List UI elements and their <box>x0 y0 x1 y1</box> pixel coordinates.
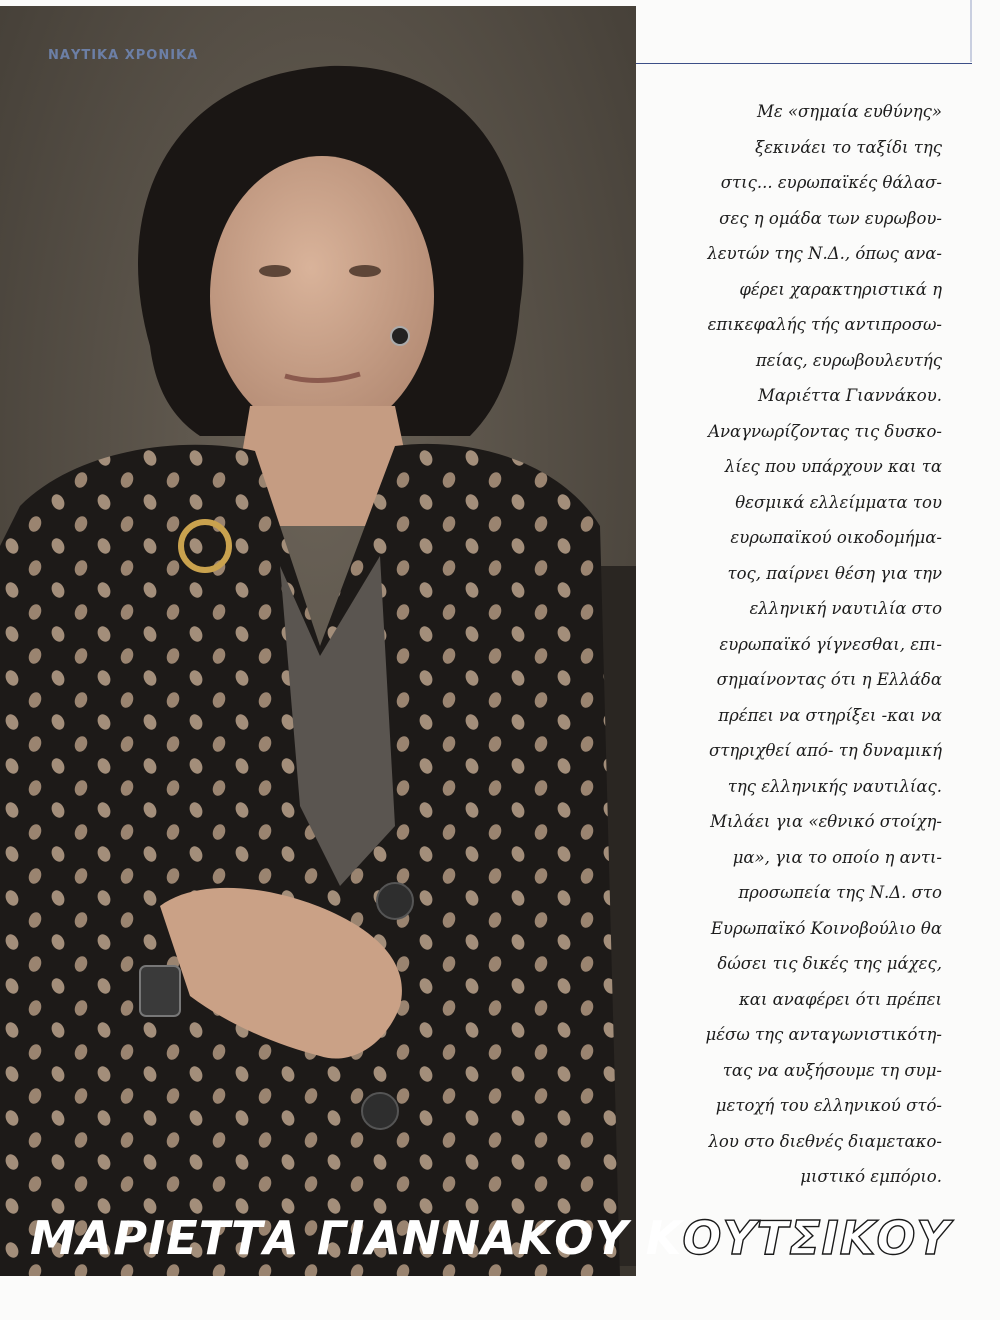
article-line: μέσω της ανταγωνιστικότη- <box>705 1025 942 1044</box>
article-line: φέρει χαρακτηριστικά η <box>739 279 942 299</box>
article-line: λου στο διεθνές διαμετακο- <box>708 1131 942 1151</box>
article-line: μα», για το οποίο η αντι- <box>732 847 942 867</box>
header-rule <box>636 63 972 64</box>
headline-name <box>30 1208 951 1268</box>
portrait-illustration <box>0 6 636 1276</box>
article-line: ευρωπαϊκό γίγνεσθαι, επι- <box>719 634 942 654</box>
section-label: ΝΑΥΤΙΚΑ ΧΡΟΝΙΚΑ <box>48 48 199 63</box>
article-line: Μιλάει για «εθνικό στοίχη- <box>710 812 942 831</box>
article-line: Αναγνωρίζοντας τις δυσκο- <box>708 421 942 441</box>
article-line: λίες που υπάρχουν και τα <box>724 457 942 476</box>
article-line: στις... ευρωπαϊκές θάλασ- <box>720 173 942 192</box>
article-line: σημαίνοντας ότι η Ελλάδα <box>716 670 942 689</box>
article-line: πρέπει να στηρίξει -και να <box>718 705 942 725</box>
headline-part-on-photo: ΜΑΡΙΕΤΤΑ ΓΙΑΝΝΑΚΟΥ Κ <box>30 1211 683 1265</box>
article-line: Με «σημαία ευθύνης» <box>756 102 942 121</box>
article-line: και αναφέρει ότι πρέπει <box>738 989 942 1009</box>
article-line: θεσμικά ελλείμματα του <box>735 492 942 512</box>
page-edge-mark <box>970 0 972 62</box>
article-line: μετοχή του ελληνικού στό- <box>715 1096 942 1115</box>
article-text <box>660 94 942 1195</box>
article-line: ευρωπαϊκού οικοδομήμα- <box>730 528 942 547</box>
article-line: τος, παίρνει θέση για την <box>727 563 942 583</box>
article-line: ελληνική ναυτιλία στο <box>749 599 942 618</box>
article-line: μιστικό εμπόριο. <box>800 1167 942 1186</box>
article-line: της ελληνικής ναυτιλίας. <box>727 776 942 796</box>
article-line: Μαριέττα Γιαννάκου. <box>758 386 942 405</box>
portrait-photo <box>0 6 636 1276</box>
article-line: σες η ομάδα των ευρωβου- <box>719 208 942 228</box>
article-line: στηριχθεί από- τη δυναμική <box>709 741 942 760</box>
article-line: επικεφαλής τής αντιπροσω- <box>707 315 942 334</box>
article-line: λευτών της Ν.Δ., όπως ανα- <box>707 244 942 263</box>
headline-part-outlined: ΟΥΤΣΙΚΟΥ <box>682 1211 951 1265</box>
article-line: προσωπεία της Ν.Δ. στο <box>738 883 942 902</box>
article-line: δώσει τις δικές της μάχες, <box>717 954 942 973</box>
article-line: ξεκινάει το ταξίδι της <box>754 137 942 157</box>
article-line: Ευρωπαϊκό Κοινοβούλιο θα <box>710 918 942 938</box>
article-line: πείας, ευρωβουλευτής <box>755 350 942 370</box>
article-line: τας να αυξήσουμε τη συμ- <box>722 1060 942 1080</box>
